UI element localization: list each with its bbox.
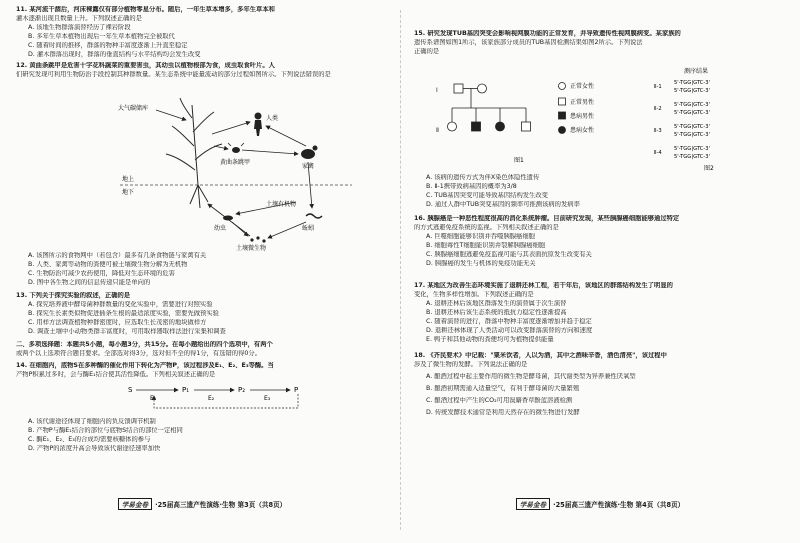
q14-pathway-diagram: [126, 382, 316, 414]
q18-option-d: D. 传统发酵技术通常是利用天然存在的微生物进行发酵: [426, 409, 580, 416]
q14-stem-cont: 产物P积累过多时，会与酶E₁结合使其活性降低。下列相关叙述正确的是: [16, 371, 216, 378]
legend-normal-female: 正常女性: [570, 83, 595, 90]
fig2-caption: 图2: [704, 165, 714, 172]
q16-option-c: C. 胰腺癌细胞逃避免疫监视可能与其表面抗原发生改变有关: [426, 251, 592, 258]
node-p2: P₂: [238, 386, 246, 394]
page-4: [414, 6, 786, 537]
q16-option-a: A. 巨噬细胞能够识别并吞噬胰腺癌细胞: [426, 233, 535, 240]
seq-row-II-3: Ⅱ-3: [654, 128, 662, 134]
q15-stem: 15. 研究发现TUB基因突变会影响视网膜功能的正常发育，并导致遗传性视网膜病变。某家族的: [414, 30, 681, 37]
q13-stem: 13. 下列关于探究实验的叙述，正确的是: [16, 292, 131, 299]
seq-row-II-2: Ⅱ-2: [654, 106, 662, 112]
crop-plant-icon: [166, 98, 222, 208]
q16-stem: 16. 胰腺癌是一种恶性程度很高的消化系统肿瘤。目前研究发现，某些胰腺癌细胞能够通过特定: [414, 215, 680, 222]
q18-option-c: C. 酿酒过程中产生的CO₂可用溴麝香草酚蓝溶液检测: [426, 397, 573, 404]
q18-option-b: B. 酿酒初期需通入适量空气，有利于酵母菌的大量繁殖: [426, 385, 580, 392]
q15-option-c: C. TUB基因突变可能导致基因结构发生改变: [426, 192, 548, 199]
q17-stem-cont: 变化，生物多样性增加。下列叙述正确的是: [414, 291, 534, 298]
section-2-title: 二、多项选择题：本题共5小题，每小题3分，共15分。在每小题给出的四个选项中，有两个: [16, 341, 273, 348]
q14-option-a: A. 该代谢途径体现了细胞内的负反馈调节机制: [28, 418, 156, 425]
q17-option-c: C. 随着演替的进行，群落中物种丰富度逐渐增加并趋于稳定: [426, 318, 592, 325]
seq-row-II-4: Ⅱ-4: [654, 150, 662, 156]
q16-option-b: B. 细胞毒性T细胞能识别并裂解胰腺癌细胞: [426, 242, 546, 249]
seq-II-1-b: 5'-TGG|GTC-3': [674, 88, 710, 94]
pedigree-II-4: [522, 122, 531, 131]
enzyme-e1: E₁: [150, 395, 157, 402]
human-icon: [254, 113, 262, 137]
pedigree-I-1: [454, 84, 463, 93]
q17-option-b: B. 退耕还林后该生态系统的抵抗力稳定性逐渐提高: [426, 309, 567, 316]
label-soil-organic: 土壤有机物: [266, 201, 297, 208]
q14-option-b: B. 产物P与酶E₁结合的部位与底物S结合的部位一定相同: [28, 427, 183, 434]
energy-flow-arrows: [156, 110, 315, 238]
q18-stem-cont: 涉及了微生物的发酵。下列说法正确的是: [414, 361, 528, 368]
page-4-footer-text: ·25届高三遗产性演练·生物 第4页（共8页）: [553, 501, 685, 509]
brand-logo: 学易金卷: [516, 498, 550, 510]
node-p1: P₁: [182, 386, 190, 394]
q11-option-b: B. 多年生草本植物出现后一年生草本植物完全被取代: [28, 33, 175, 40]
seq-II-3-b: 5'-TGG|GTC-3': [674, 132, 710, 138]
label-insect: 黄曲条跳甲: [220, 159, 251, 166]
q11-stem: 11. 某河流干涸后，河床裸露仅有部分植物零星分布。随后，一年生草本增多，多年生草本和: [16, 6, 275, 13]
pedigree-I-2: [478, 84, 487, 93]
q17-stem: 17. 某地区为改善生态环境实施了退耕还林工程，若干年后，该地区的群落结构发生了明显的: [414, 282, 673, 289]
chicken-icon: [301, 146, 318, 160]
seq-II-4-b: 5'-TGG|GTC-3': [674, 154, 710, 160]
pedigree-II-1: [448, 122, 457, 131]
pedigree-legend: [559, 83, 566, 134]
q13-option-c: C. 用样方法调查植物种群密度时，应选取生长茂密的地块做样方: [28, 319, 207, 326]
q14-option-d: D. 产物P的浓度升高会导致该代谢途径速率加快: [28, 445, 161, 452]
q15-option-d: D. 通过人群中TUB突变基因的频率可推测该病的发病率: [426, 201, 580, 208]
insect-icon: [228, 143, 244, 153]
q12-stem: 12. 黄曲条跳甲是危害十字花科蔬菜的重要害虫，其幼虫以植物根部为食，成虫取食叶片。人: [16, 62, 275, 69]
legend-affected-male: 患病男性: [570, 113, 595, 120]
q17-option-e: E. 鸭子和其他动物的粪便均可为植物提供能量: [426, 336, 554, 343]
q12-option-a: A. 该图所示的食物网中（若包含）最多有几条食物链与家禽有关: [28, 252, 207, 259]
q13-option-d: D. 调查土壤中小动物类群丰富度时，可用取样器取样法进行采集和调查: [28, 328, 226, 335]
legend-affected-female: 患病女性: [570, 127, 595, 134]
earthworm-icon: [306, 214, 322, 218]
microbe-icon: [250, 236, 265, 242]
q17-option-a: A. 退耕还林后该地区群落发生的演替属于次生演替: [426, 300, 567, 307]
q12-option-b: B. 人类、家禽等动物的粪便可被土壤微生物分解为无机物: [28, 261, 188, 268]
fig1-caption: 图1: [514, 157, 524, 164]
q11-stem-cont: 灌木逐渐出现且数量上升。下列叙述正确的是: [16, 15, 142, 22]
section-2-note: 或两个以上选项符合题目要求。全部选对得3分，选对但不全的得1分，有选错的得0分。: [16, 350, 262, 357]
feedback-arrow: [154, 394, 298, 408]
q14-option-c: C. 酶E₁、E₂、E₃的合成均需要核糖体的参与: [28, 436, 151, 443]
seq-II-2-b: 5'-TGG|GTC-3': [674, 110, 710, 116]
enzyme-e3: E₃: [264, 395, 271, 402]
seq-II-2-a: 5'-TGG|GTC-3': [674, 102, 710, 108]
q12-stem-cont: 们研究发现可利用生物防治手段控制其种群数量。某生态系统中能量流动的部分过程如图所示。下列说法错误的是: [16, 71, 331, 78]
q11-option-c: C. 随着时间的推移，群落的物种丰富度逐渐上升直至稳定: [28, 42, 188, 49]
node-p: P: [294, 386, 299, 394]
pedigree-II-2: [472, 122, 481, 131]
label-above-ground: 地上: [122, 176, 135, 183]
seq-II-3-a: 5'-TGG|GTC-3': [674, 124, 710, 130]
q11-option-a: A. 该地生物群落演替经历了裸岩阶段: [28, 24, 131, 31]
q15-option-b: B. Ⅱ-1携带致病基因的概率为3/8: [426, 183, 517, 190]
enzyme-e2: E₂: [208, 395, 215, 402]
page-3-footer: [16, 498, 388, 510]
q12-option-d: D. 图中各生物之间的信息传递只能是单向的: [28, 279, 151, 286]
page-3-footer-text: ·25届高三遗产性演练·生物 第3页（共8页）: [155, 501, 287, 509]
seq-II-4-a: 5'-TGG|GTC-3': [674, 146, 710, 152]
label-human: 人类: [266, 115, 279, 122]
svg-text:Ⅰ: Ⅰ: [436, 87, 438, 94]
svg-text:Ⅱ: Ⅱ: [436, 127, 439, 134]
label-chicken: 家禽: [302, 163, 315, 170]
label-earthworm: 蚯蚓: [302, 225, 315, 232]
q11-option-d: D. 灌木群落出现时，群落的垂直结构与水平结构均会发生改变: [28, 51, 201, 58]
pedigree-II-3: [496, 122, 505, 131]
q12-ecosystem-figure: [116, 80, 356, 252]
q12-option-c: C. 生物防治可减少农药使用，降低对生态环境的危害: [28, 270, 175, 277]
q16-stem-cont: 的方式逃避免疫系统的监视。下列相关叙述正确的是: [414, 224, 559, 231]
legend-normal-male: 正常男性: [570, 99, 595, 106]
label-microbe: 土壤微生物: [236, 245, 267, 252]
q15-option-a: A. 该病的遗传方式为伴X染色体隐性遗传: [426, 174, 540, 181]
q18-option-a: A. 酿酒过程中起主要作用的微生物是酵母菌，其代谢类型为异养兼性厌氧型: [426, 373, 636, 380]
seq-row-II-1: Ⅱ-1: [654, 84, 662, 90]
node-s: S: [128, 386, 133, 394]
page-3: [16, 6, 388, 537]
brand-logo: 学易金卷: [118, 498, 152, 510]
q15-stem-cont2: 正确的是: [414, 48, 440, 55]
q18-stem: 18. 《齐民要术》中记载："粟米饮者，人以为酒，其中之酒味辛香，酒色清亮"，该过程中: [414, 352, 667, 359]
page-4-footer: [414, 498, 786, 510]
q13-option-b: B. 探究生长素类似物促进插条生根的最适浓度实验，需要先做预实验: [28, 310, 219, 317]
q15-pedigree-figure: [434, 72, 630, 168]
q17-option-d: D. 退耕还林体现了人类活动可以改变群落演替的方向和速度: [426, 327, 593, 334]
label-larva: 幼虫: [214, 225, 227, 232]
page-divider: [400, 10, 401, 530]
q14-stem: 14. 在细胞内，底物S在多种酶的催化作用下转化为产物P，该过程涉及E₁、E₂、E₃等酶。当: [16, 362, 274, 369]
seq-II-1-a: 5'-TGG|GTC-3': [674, 80, 710, 86]
q15-sequencing-figure: [654, 66, 774, 174]
label-below-ground: 地下: [122, 189, 135, 196]
seq-title: 测序结果: [684, 68, 709, 75]
q15-stem-cont: 遗传系谱图如图1所示，该家族部分成员的TUB基因检测结果如图2所示。下列说法: [414, 39, 643, 46]
label-atmosphere: 大气碳储库: [118, 105, 149, 112]
q13-option-a: A. 探究培养液中酵母菌种群数量的变化实验中，需要进行对照实验: [28, 301, 213, 308]
q16-option-d: D. 胰腺癌的发生与机体的免疫功能无关: [426, 260, 536, 267]
